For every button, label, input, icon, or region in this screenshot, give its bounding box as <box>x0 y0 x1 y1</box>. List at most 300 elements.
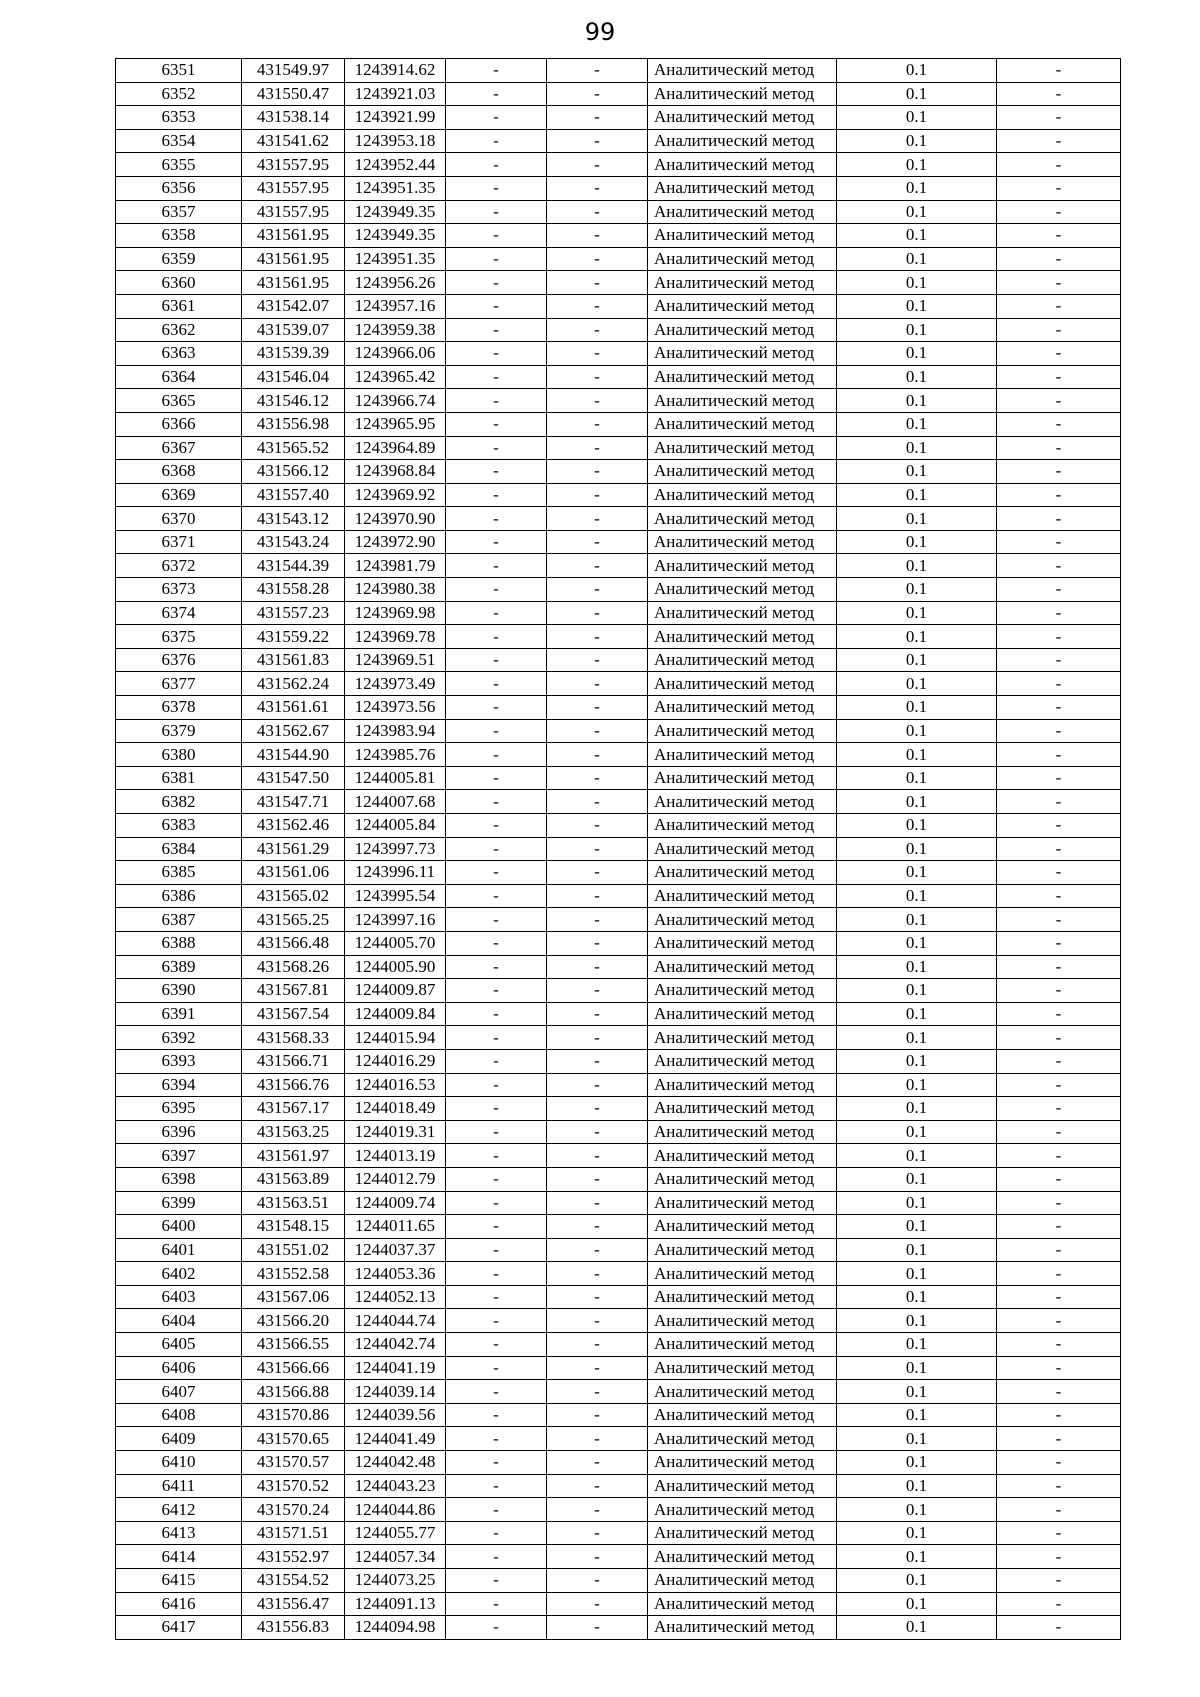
method-cell: Аналитический метод <box>648 436 837 460</box>
table-row <box>116 766 1121 790</box>
y-coordinate-cell: 1243973.49 <box>345 672 446 696</box>
x-coordinate-cell: 431551.02 <box>242 1238 345 1262</box>
y-coordinate-cell: 1244041.19 <box>345 1356 446 1380</box>
empty-y-cell: - <box>547 554 648 578</box>
point-number-cell: 6356 <box>116 176 242 200</box>
point-number-cell: 6380 <box>116 743 242 767</box>
x-coordinate-cell: 431559.22 <box>242 625 345 649</box>
empty-y-cell: - <box>547 1215 648 1239</box>
y-coordinate-cell: 1244018.49 <box>345 1097 446 1121</box>
x-coordinate-cell: 431561.29 <box>242 837 345 861</box>
description-cell: - <box>997 554 1121 578</box>
method-cell: Аналитический метод <box>648 766 837 790</box>
accuracy-cell: 0.1 <box>837 294 997 318</box>
point-number-cell: 6365 <box>116 389 242 413</box>
accuracy-cell: 0.1 <box>837 1521 997 1545</box>
point-number-cell: 6377 <box>116 672 242 696</box>
empty-y-cell: - <box>547 861 648 885</box>
method-cell: Аналитический метод <box>648 1002 837 1026</box>
method-cell: Аналитический метод <box>648 814 837 838</box>
empty-y-cell: - <box>547 648 648 672</box>
empty-y-cell: - <box>547 200 648 224</box>
x-coordinate-cell: 431543.24 <box>242 530 345 554</box>
empty-y-cell: - <box>547 271 648 295</box>
table-row <box>116 1521 1121 1545</box>
description-cell: - <box>997 1569 1121 1593</box>
table-row <box>116 1285 1121 1309</box>
point-number-cell: 6411 <box>116 1474 242 1498</box>
empty-y-cell: - <box>547 696 648 720</box>
y-coordinate-cell: 1244055.77 <box>345 1521 446 1545</box>
x-coordinate-cell: 431563.25 <box>242 1120 345 1144</box>
method-cell: Аналитический метод <box>648 1309 837 1333</box>
accuracy-cell: 0.1 <box>837 1498 997 1522</box>
x-coordinate-cell: 431561.95 <box>242 271 345 295</box>
x-coordinate-cell: 431547.50 <box>242 766 345 790</box>
method-cell: Аналитический метод <box>648 59 837 83</box>
description-cell: - <box>997 648 1121 672</box>
empty-x-cell: - <box>446 1427 547 1451</box>
y-coordinate-cell: 1243966.06 <box>345 342 446 366</box>
table-row <box>116 82 1121 106</box>
empty-y-cell: - <box>547 955 648 979</box>
x-coordinate-cell: 431538.14 <box>242 106 345 130</box>
accuracy-cell: 0.1 <box>837 1333 997 1357</box>
description-cell: - <box>997 578 1121 602</box>
accuracy-cell: 0.1 <box>837 200 997 224</box>
empty-x-cell: - <box>446 1144 547 1168</box>
point-number-cell: 6405 <box>116 1333 242 1357</box>
empty-x-cell: - <box>446 1049 547 1073</box>
method-cell: Аналитический метод <box>648 578 837 602</box>
table-row <box>116 719 1121 743</box>
method-cell: Аналитический метод <box>648 1285 837 1309</box>
point-number-cell: 6394 <box>116 1073 242 1097</box>
empty-y-cell: - <box>547 1120 648 1144</box>
table-row <box>116 1592 1121 1616</box>
empty-x-cell: - <box>446 365 547 389</box>
accuracy-cell: 0.1 <box>837 1120 997 1144</box>
y-coordinate-cell: 1244057.34 <box>345 1545 446 1569</box>
y-coordinate-cell: 1244012.79 <box>345 1167 446 1191</box>
point-number-cell: 6374 <box>116 601 242 625</box>
x-coordinate-cell: 431570.24 <box>242 1498 345 1522</box>
point-number-cell: 6361 <box>116 294 242 318</box>
x-coordinate-cell: 431567.54 <box>242 1002 345 1026</box>
method-cell: Аналитический метод <box>648 1049 837 1073</box>
x-coordinate-cell: 431566.20 <box>242 1309 345 1333</box>
table-row <box>116 1262 1121 1286</box>
description-cell: - <box>997 1285 1121 1309</box>
x-coordinate-cell: 431547.71 <box>242 790 345 814</box>
point-number-cell: 6395 <box>116 1097 242 1121</box>
point-number-cell: 6392 <box>116 1026 242 1050</box>
method-cell: Аналитический метод <box>648 1616 837 1640</box>
table-row <box>116 1002 1121 1026</box>
empty-x-cell: - <box>446 1262 547 1286</box>
point-number-cell: 6370 <box>116 507 242 531</box>
empty-x-cell: - <box>446 224 547 248</box>
table-row <box>116 1333 1121 1357</box>
accuracy-cell: 0.1 <box>837 412 997 436</box>
description-cell: - <box>997 271 1121 295</box>
empty-y-cell: - <box>547 578 648 602</box>
method-cell: Аналитический метод <box>648 1120 837 1144</box>
table-row <box>116 1616 1121 1640</box>
description-cell: - <box>997 106 1121 130</box>
x-coordinate-cell: 431561.06 <box>242 861 345 885</box>
table-row <box>116 790 1121 814</box>
accuracy-cell: 0.1 <box>837 814 997 838</box>
empty-x-cell: - <box>446 1474 547 1498</box>
y-coordinate-cell: 1243949.35 <box>345 224 446 248</box>
accuracy-cell: 0.1 <box>837 1427 997 1451</box>
y-coordinate-cell: 1243964.89 <box>345 436 446 460</box>
table-row <box>116 1144 1121 1168</box>
empty-x-cell: - <box>446 1097 547 1121</box>
y-coordinate-cell: 1243957.16 <box>345 294 446 318</box>
description-cell: - <box>997 696 1121 720</box>
accuracy-cell: 0.1 <box>837 625 997 649</box>
x-coordinate-cell: 431565.02 <box>242 884 345 908</box>
empty-y-cell: - <box>547 625 648 649</box>
table-row <box>116 153 1121 177</box>
y-coordinate-cell: 1243973.56 <box>345 696 446 720</box>
y-coordinate-cell: 1244037.37 <box>345 1238 446 1262</box>
method-cell: Аналитический метод <box>648 696 837 720</box>
point-number-cell: 6399 <box>116 1191 242 1215</box>
description-cell: - <box>997 766 1121 790</box>
table-row <box>116 483 1121 507</box>
method-cell: Аналитический метод <box>648 1097 837 1121</box>
y-coordinate-cell: 1243980.38 <box>345 578 446 602</box>
table-row <box>116 861 1121 885</box>
empty-y-cell: - <box>547 1592 648 1616</box>
y-coordinate-cell: 1243951.35 <box>345 176 446 200</box>
empty-x-cell: - <box>446 82 547 106</box>
empty-y-cell: - <box>547 1144 648 1168</box>
empty-x-cell: - <box>446 271 547 295</box>
method-cell: Аналитический метод <box>648 176 837 200</box>
x-coordinate-cell: 431561.95 <box>242 224 345 248</box>
table-row <box>116 696 1121 720</box>
empty-x-cell: - <box>446 389 547 413</box>
x-coordinate-cell: 431566.12 <box>242 460 345 484</box>
y-coordinate-cell: 1243966.74 <box>345 389 446 413</box>
empty-x-cell: - <box>446 814 547 838</box>
description-cell: - <box>997 931 1121 955</box>
x-coordinate-cell: 431566.48 <box>242 931 345 955</box>
empty-x-cell: - <box>446 1026 547 1050</box>
method-cell: Аналитический метод <box>648 554 837 578</box>
x-coordinate-cell: 431561.97 <box>242 1144 345 1168</box>
description-cell: - <box>997 1120 1121 1144</box>
x-coordinate-cell: 431561.61 <box>242 696 345 720</box>
method-cell: Аналитический метод <box>648 389 837 413</box>
table-row <box>116 625 1121 649</box>
point-number-cell: 6383 <box>116 814 242 838</box>
empty-y-cell: - <box>547 1073 648 1097</box>
point-number-cell: 6353 <box>116 106 242 130</box>
accuracy-cell: 0.1 <box>837 247 997 271</box>
method-cell: Аналитический метод <box>648 530 837 554</box>
accuracy-cell: 0.1 <box>837 837 997 861</box>
y-coordinate-cell: 1243985.76 <box>345 743 446 767</box>
x-coordinate-cell: 431557.95 <box>242 200 345 224</box>
x-coordinate-cell: 431571.51 <box>242 1521 345 1545</box>
x-coordinate-cell: 431566.66 <box>242 1356 345 1380</box>
method-cell: Аналитический метод <box>648 129 837 153</box>
empty-x-cell: - <box>446 1191 547 1215</box>
accuracy-cell: 0.1 <box>837 1002 997 1026</box>
y-coordinate-cell: 1244005.70 <box>345 931 446 955</box>
accuracy-cell: 0.1 <box>837 1616 997 1640</box>
description-cell: - <box>997 436 1121 460</box>
y-coordinate-cell: 1244007.68 <box>345 790 446 814</box>
y-coordinate-cell: 1244011.65 <box>345 1215 446 1239</box>
point-number-cell: 6389 <box>116 955 242 979</box>
accuracy-cell: 0.1 <box>837 1049 997 1073</box>
point-number-cell: 6354 <box>116 129 242 153</box>
description-cell: - <box>997 814 1121 838</box>
x-coordinate-cell: 431557.40 <box>242 483 345 507</box>
accuracy-cell: 0.1 <box>837 318 997 342</box>
y-coordinate-cell: 1244013.19 <box>345 1144 446 1168</box>
method-cell: Аналитический метод <box>648 1238 837 1262</box>
empty-x-cell: - <box>446 1167 547 1191</box>
empty-y-cell: - <box>547 1356 648 1380</box>
empty-x-cell: - <box>446 1545 547 1569</box>
description-cell: - <box>997 1356 1121 1380</box>
coordinates-table <box>115 58 1121 1640</box>
empty-x-cell: - <box>446 460 547 484</box>
empty-y-cell: - <box>547 1569 648 1593</box>
description-cell: - <box>997 601 1121 625</box>
x-coordinate-cell: 431567.06 <box>242 1285 345 1309</box>
accuracy-cell: 0.1 <box>837 365 997 389</box>
empty-x-cell: - <box>446 1333 547 1357</box>
x-coordinate-cell: 431542.07 <box>242 294 345 318</box>
table-row <box>116 294 1121 318</box>
description-cell: - <box>997 1403 1121 1427</box>
description-cell: - <box>997 1049 1121 1073</box>
x-coordinate-cell: 431548.15 <box>242 1215 345 1239</box>
y-coordinate-cell: 1244009.84 <box>345 1002 446 1026</box>
accuracy-cell: 0.1 <box>837 601 997 625</box>
table-row <box>116 884 1121 908</box>
y-coordinate-cell: 1243965.42 <box>345 365 446 389</box>
y-coordinate-cell: 1243949.35 <box>345 200 446 224</box>
accuracy-cell: 0.1 <box>837 743 997 767</box>
table-body <box>116 59 1121 1640</box>
method-cell: Аналитический метод <box>648 861 837 885</box>
table-row <box>116 365 1121 389</box>
x-coordinate-cell: 431561.95 <box>242 247 345 271</box>
point-number-cell: 6382 <box>116 790 242 814</box>
x-coordinate-cell: 431544.39 <box>242 554 345 578</box>
table-row <box>116 318 1121 342</box>
accuracy-cell: 0.1 <box>837 483 997 507</box>
empty-y-cell: - <box>547 908 648 932</box>
description-cell: - <box>997 1451 1121 1475</box>
accuracy-cell: 0.1 <box>837 1073 997 1097</box>
method-cell: Аналитический метод <box>648 1569 837 1593</box>
point-number-cell: 6369 <box>116 483 242 507</box>
method-cell: Аналитический метод <box>648 672 837 696</box>
point-number-cell: 6373 <box>116 578 242 602</box>
table-row <box>116 837 1121 861</box>
description-cell: - <box>997 1427 1121 1451</box>
empty-y-cell: - <box>547 884 648 908</box>
table-row <box>116 247 1121 271</box>
empty-y-cell: - <box>547 389 648 413</box>
description-cell: - <box>997 1073 1121 1097</box>
method-cell: Аналитический метод <box>648 1498 837 1522</box>
method-cell: Аналитический метод <box>648 271 837 295</box>
empty-y-cell: - <box>547 318 648 342</box>
description-cell: - <box>997 979 1121 1003</box>
empty-y-cell: - <box>547 342 648 366</box>
accuracy-cell: 0.1 <box>837 696 997 720</box>
point-number-cell: 6402 <box>116 1262 242 1286</box>
table-row <box>116 1309 1121 1333</box>
empty-y-cell: - <box>547 1498 648 1522</box>
table-row <box>116 59 1121 83</box>
accuracy-cell: 0.1 <box>837 1191 997 1215</box>
point-number-cell: 6378 <box>116 696 242 720</box>
y-coordinate-cell: 1244042.48 <box>345 1451 446 1475</box>
table-row <box>116 1545 1121 1569</box>
accuracy-cell: 0.1 <box>837 719 997 743</box>
description-cell: - <box>997 342 1121 366</box>
description-cell: - <box>997 247 1121 271</box>
table-row <box>116 908 1121 932</box>
y-coordinate-cell: 1244053.36 <box>345 1262 446 1286</box>
empty-x-cell: - <box>446 1380 547 1404</box>
x-coordinate-cell: 431562.46 <box>242 814 345 838</box>
accuracy-cell: 0.1 <box>837 1403 997 1427</box>
x-coordinate-cell: 431561.83 <box>242 648 345 672</box>
y-coordinate-cell: 1243921.99 <box>345 106 446 130</box>
empty-y-cell: - <box>547 153 648 177</box>
empty-x-cell: - <box>446 1002 547 1026</box>
x-coordinate-cell: 431539.39 <box>242 342 345 366</box>
table-row <box>116 955 1121 979</box>
description-cell: - <box>997 176 1121 200</box>
x-coordinate-cell: 431541.62 <box>242 129 345 153</box>
description-cell: - <box>997 1026 1121 1050</box>
empty-x-cell: - <box>446 1592 547 1616</box>
point-number-cell: 6410 <box>116 1451 242 1475</box>
y-coordinate-cell: 1243914.62 <box>345 59 446 83</box>
empty-x-cell: - <box>446 200 547 224</box>
empty-y-cell: - <box>547 1521 648 1545</box>
method-cell: Аналитический метод <box>648 342 837 366</box>
point-number-cell: 6398 <box>116 1167 242 1191</box>
x-coordinate-cell: 431562.24 <box>242 672 345 696</box>
empty-y-cell: - <box>547 1097 648 1121</box>
method-cell: Аналитический метод <box>648 1026 837 1050</box>
empty-y-cell: - <box>547 979 648 1003</box>
method-cell: Аналитический метод <box>648 648 837 672</box>
empty-y-cell: - <box>547 106 648 130</box>
y-coordinate-cell: 1244005.90 <box>345 955 446 979</box>
accuracy-cell: 0.1 <box>837 1167 997 1191</box>
point-number-cell: 6381 <box>116 766 242 790</box>
empty-y-cell: - <box>547 1285 648 1309</box>
table-row <box>116 1215 1121 1239</box>
table-row <box>116 1356 1121 1380</box>
empty-y-cell: - <box>547 507 648 531</box>
y-coordinate-cell: 1243995.54 <box>345 884 446 908</box>
empty-x-cell: - <box>446 1569 547 1593</box>
table-row <box>116 1073 1121 1097</box>
empty-y-cell: - <box>547 1049 648 1073</box>
table-row <box>116 412 1121 436</box>
accuracy-cell: 0.1 <box>837 436 997 460</box>
empty-x-cell: - <box>446 601 547 625</box>
method-cell: Аналитический метод <box>648 1592 837 1616</box>
method-cell: Аналитический метод <box>648 460 837 484</box>
empty-y-cell: - <box>547 1380 648 1404</box>
description-cell: - <box>997 460 1121 484</box>
empty-y-cell: - <box>547 1167 648 1191</box>
empty-x-cell: - <box>446 1073 547 1097</box>
point-number-cell: 6368 <box>116 460 242 484</box>
accuracy-cell: 0.1 <box>837 1144 997 1168</box>
method-cell: Аналитический метод <box>648 1191 837 1215</box>
description-cell: - <box>997 483 1121 507</box>
y-coordinate-cell: 1243969.92 <box>345 483 446 507</box>
empty-y-cell: - <box>547 1026 648 1050</box>
empty-y-cell: - <box>547 1002 648 1026</box>
empty-y-cell: - <box>547 460 648 484</box>
empty-x-cell: - <box>446 59 547 83</box>
accuracy-cell: 0.1 <box>837 271 997 295</box>
description-cell: - <box>997 955 1121 979</box>
point-number-cell: 6357 <box>116 200 242 224</box>
x-coordinate-cell: 431558.28 <box>242 578 345 602</box>
accuracy-cell: 0.1 <box>837 176 997 200</box>
y-coordinate-cell: 1244039.56 <box>345 1403 446 1427</box>
point-number-cell: 6413 <box>116 1521 242 1545</box>
method-cell: Аналитический метод <box>648 1474 837 1498</box>
method-cell: Аналитический метод <box>648 1215 837 1239</box>
method-cell: Аналитический метод <box>648 200 837 224</box>
point-number-cell: 6363 <box>116 342 242 366</box>
accuracy-cell: 0.1 <box>837 389 997 413</box>
point-number-cell: 6358 <box>116 224 242 248</box>
y-coordinate-cell: 1244015.94 <box>345 1026 446 1050</box>
description-cell: - <box>997 59 1121 83</box>
empty-y-cell: - <box>547 766 648 790</box>
table-row <box>116 931 1121 955</box>
point-number-cell: 6352 <box>116 82 242 106</box>
description-cell: - <box>997 790 1121 814</box>
point-number-cell: 6403 <box>116 1285 242 1309</box>
table-row <box>116 1026 1121 1050</box>
x-coordinate-cell: 431549.97 <box>242 59 345 83</box>
method-cell: Аналитический метод <box>648 224 837 248</box>
empty-y-cell: - <box>547 1451 648 1475</box>
accuracy-cell: 0.1 <box>837 82 997 106</box>
point-number-cell: 6417 <box>116 1616 242 1640</box>
x-coordinate-cell: 431566.76 <box>242 1073 345 1097</box>
accuracy-cell: 0.1 <box>837 1285 997 1309</box>
y-coordinate-cell: 1244091.13 <box>345 1592 446 1616</box>
x-coordinate-cell: 431556.98 <box>242 412 345 436</box>
description-cell: - <box>997 1616 1121 1640</box>
